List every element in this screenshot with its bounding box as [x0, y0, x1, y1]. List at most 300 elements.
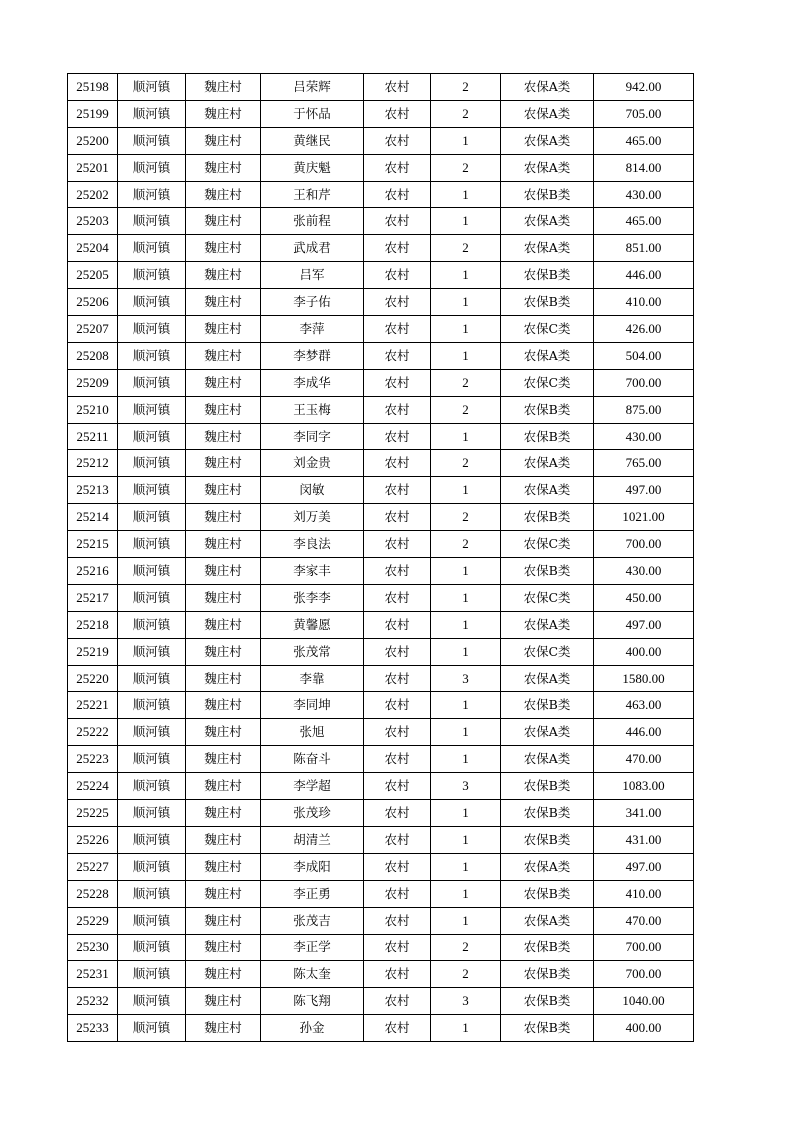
name-cell: 张李李 [261, 584, 364, 611]
type-cell: 农村 [364, 1015, 431, 1042]
type-cell: 农村 [364, 719, 431, 746]
category-cell: 农保B类 [501, 773, 594, 800]
count-cell: 2 [431, 100, 501, 127]
count-cell: 2 [431, 74, 501, 101]
type-cell: 农村 [364, 504, 431, 531]
name-cell: 于怀品 [261, 100, 364, 127]
type-cell: 农村 [364, 880, 431, 907]
type-cell: 农村 [364, 74, 431, 101]
amount-cell: 463.00 [594, 692, 694, 719]
type-cell: 农村 [364, 423, 431, 450]
table-row [68, 477, 694, 504]
name-cell: 张前程 [261, 208, 364, 235]
category-cell: 农保A类 [501, 74, 594, 101]
town-cell: 顺河镇 [118, 558, 186, 585]
village-cell: 魏庄村 [186, 369, 261, 396]
amount-cell: 497.00 [594, 853, 694, 880]
table-row [68, 423, 694, 450]
table-row [68, 611, 694, 638]
town-cell: 顺河镇 [118, 316, 186, 343]
category-cell: 农保B类 [501, 396, 594, 423]
name-cell: 孙金 [261, 1015, 364, 1042]
count-cell: 1 [431, 826, 501, 853]
name-cell: 李成华 [261, 369, 364, 396]
table-row [68, 154, 694, 181]
village-cell: 魏庄村 [186, 181, 261, 208]
village-cell: 魏庄村 [186, 316, 261, 343]
count-cell: 3 [431, 988, 501, 1015]
table-row [68, 934, 694, 961]
count-cell: 1 [431, 1015, 501, 1042]
id-cell: 25231 [68, 961, 118, 988]
village-cell: 魏庄村 [186, 907, 261, 934]
town-cell: 顺河镇 [118, 692, 186, 719]
category-cell: 农保B类 [501, 1015, 594, 1042]
town-cell: 顺河镇 [118, 531, 186, 558]
amount-cell: 430.00 [594, 423, 694, 450]
town-cell: 顺河镇 [118, 127, 186, 154]
table-row [68, 504, 694, 531]
category-cell: 农保A类 [501, 450, 594, 477]
count-cell: 1 [431, 800, 501, 827]
id-cell: 25202 [68, 181, 118, 208]
village-cell: 魏庄村 [186, 396, 261, 423]
table-row [68, 988, 694, 1015]
count-cell: 2 [431, 961, 501, 988]
type-cell: 农村 [364, 531, 431, 558]
type-cell: 农村 [364, 316, 431, 343]
amount-cell: 705.00 [594, 100, 694, 127]
town-cell: 顺河镇 [118, 423, 186, 450]
village-cell: 魏庄村 [186, 1015, 261, 1042]
type-cell: 农村 [364, 826, 431, 853]
amount-cell: 430.00 [594, 558, 694, 585]
town-cell: 顺河镇 [118, 853, 186, 880]
table-row [68, 665, 694, 692]
table-row [68, 584, 694, 611]
amount-cell: 814.00 [594, 154, 694, 181]
id-cell: 25199 [68, 100, 118, 127]
amount-cell: 1083.00 [594, 773, 694, 800]
village-cell: 魏庄村 [186, 719, 261, 746]
table-row [68, 74, 694, 101]
amount-cell: 1040.00 [594, 988, 694, 1015]
amount-cell: 765.00 [594, 450, 694, 477]
category-cell: 农保A类 [501, 127, 594, 154]
village-cell: 魏庄村 [186, 504, 261, 531]
amount-cell: 446.00 [594, 262, 694, 289]
name-cell: 张茂吉 [261, 907, 364, 934]
amount-cell: 1021.00 [594, 504, 694, 531]
town-cell: 顺河镇 [118, 369, 186, 396]
table-row [68, 181, 694, 208]
table-row [68, 800, 694, 827]
type-cell: 农村 [364, 369, 431, 396]
id-cell: 25224 [68, 773, 118, 800]
count-cell: 1 [431, 208, 501, 235]
village-cell: 魏庄村 [186, 611, 261, 638]
count-cell: 1 [431, 746, 501, 773]
category-cell: 农保B类 [501, 181, 594, 208]
table-row [68, 127, 694, 154]
id-cell: 25228 [68, 880, 118, 907]
village-cell: 魏庄村 [186, 665, 261, 692]
id-cell: 25219 [68, 638, 118, 665]
name-cell: 武成君 [261, 235, 364, 262]
village-cell: 魏庄村 [186, 638, 261, 665]
town-cell: 顺河镇 [118, 154, 186, 181]
town-cell: 顺河镇 [118, 262, 186, 289]
count-cell: 2 [431, 154, 501, 181]
count-cell: 2 [431, 369, 501, 396]
id-cell: 25204 [68, 235, 118, 262]
town-cell: 顺河镇 [118, 181, 186, 208]
table-row [68, 746, 694, 773]
name-cell: 胡清兰 [261, 826, 364, 853]
type-cell: 农村 [364, 611, 431, 638]
village-cell: 魏庄村 [186, 746, 261, 773]
category-cell: 农保B类 [501, 558, 594, 585]
name-cell: 李梦群 [261, 342, 364, 369]
id-cell: 25220 [68, 665, 118, 692]
name-cell: 李学超 [261, 773, 364, 800]
village-cell: 魏庄村 [186, 558, 261, 585]
count-cell: 2 [431, 531, 501, 558]
id-cell: 25205 [68, 262, 118, 289]
type-cell: 农村 [364, 100, 431, 127]
amount-cell: 465.00 [594, 208, 694, 235]
name-cell: 刘金贵 [261, 450, 364, 477]
table-row [68, 208, 694, 235]
count-cell: 1 [431, 611, 501, 638]
town-cell: 顺河镇 [118, 477, 186, 504]
id-cell: 25206 [68, 289, 118, 316]
type-cell: 农村 [364, 800, 431, 827]
town-cell: 顺河镇 [118, 584, 186, 611]
count-cell: 1 [431, 289, 501, 316]
category-cell: 农保B类 [501, 800, 594, 827]
town-cell: 顺河镇 [118, 74, 186, 101]
name-cell: 李正勇 [261, 880, 364, 907]
amount-cell: 875.00 [594, 396, 694, 423]
id-cell: 25201 [68, 154, 118, 181]
amount-cell: 470.00 [594, 907, 694, 934]
type-cell: 农村 [364, 961, 431, 988]
table-row [68, 289, 694, 316]
category-cell: 农保B类 [501, 961, 594, 988]
town-cell: 顺河镇 [118, 396, 186, 423]
town-cell: 顺河镇 [118, 638, 186, 665]
type-cell: 农村 [364, 853, 431, 880]
town-cell: 顺河镇 [118, 504, 186, 531]
category-cell: 农保C类 [501, 316, 594, 343]
count-cell: 1 [431, 262, 501, 289]
category-cell: 农保A类 [501, 477, 594, 504]
name-cell: 刘万美 [261, 504, 364, 531]
count-cell: 2 [431, 235, 501, 262]
count-cell: 1 [431, 638, 501, 665]
type-cell: 农村 [364, 773, 431, 800]
count-cell: 1 [431, 880, 501, 907]
id-cell: 25230 [68, 934, 118, 961]
amount-cell: 410.00 [594, 289, 694, 316]
type-cell: 农村 [364, 342, 431, 369]
id-cell: 25210 [68, 396, 118, 423]
id-cell: 25232 [68, 988, 118, 1015]
village-cell: 魏庄村 [186, 826, 261, 853]
amount-cell: 470.00 [594, 746, 694, 773]
category-cell: 农保A类 [501, 235, 594, 262]
count-cell: 2 [431, 396, 501, 423]
table-row [68, 262, 694, 289]
amount-cell: 426.00 [594, 316, 694, 343]
type-cell: 农村 [364, 262, 431, 289]
type-cell: 农村 [364, 638, 431, 665]
town-cell: 顺河镇 [118, 208, 186, 235]
type-cell: 农村 [364, 450, 431, 477]
name-cell: 陈飞翔 [261, 988, 364, 1015]
town-cell: 顺河镇 [118, 961, 186, 988]
name-cell: 张茂珍 [261, 800, 364, 827]
category-cell: 农保B类 [501, 988, 594, 1015]
type-cell: 农村 [364, 127, 431, 154]
category-cell: 农保B类 [501, 826, 594, 853]
table-row [68, 880, 694, 907]
type-cell: 农村 [364, 154, 431, 181]
town-cell: 顺河镇 [118, 988, 186, 1015]
amount-cell: 497.00 [594, 611, 694, 638]
category-cell: 农保A类 [501, 719, 594, 746]
name-cell: 黄馨愿 [261, 611, 364, 638]
id-cell: 25198 [68, 74, 118, 101]
village-cell: 魏庄村 [186, 773, 261, 800]
category-cell: 农保B类 [501, 692, 594, 719]
town-cell: 顺河镇 [118, 665, 186, 692]
name-cell: 张旭 [261, 719, 364, 746]
category-cell: 农保A类 [501, 100, 594, 127]
village-cell: 魏庄村 [186, 880, 261, 907]
count-cell: 1 [431, 558, 501, 585]
table-row [68, 1015, 694, 1042]
name-cell: 张茂常 [261, 638, 364, 665]
table-row [68, 100, 694, 127]
name-cell: 李家丰 [261, 558, 364, 585]
amount-cell: 1580.00 [594, 665, 694, 692]
village-cell: 魏庄村 [186, 584, 261, 611]
table-row [68, 342, 694, 369]
amount-cell: 700.00 [594, 934, 694, 961]
amount-cell: 431.00 [594, 826, 694, 853]
id-cell: 25218 [68, 611, 118, 638]
village-cell: 魏庄村 [186, 531, 261, 558]
count-cell: 1 [431, 584, 501, 611]
id-cell: 25229 [68, 907, 118, 934]
village-cell: 魏庄村 [186, 100, 261, 127]
count-cell: 1 [431, 181, 501, 208]
amount-cell: 430.00 [594, 181, 694, 208]
amount-cell: 450.00 [594, 584, 694, 611]
id-cell: 25225 [68, 800, 118, 827]
village-cell: 魏庄村 [186, 289, 261, 316]
name-cell: 王玉梅 [261, 396, 364, 423]
town-cell: 顺河镇 [118, 800, 186, 827]
id-cell: 25217 [68, 584, 118, 611]
name-cell: 闵敏 [261, 477, 364, 504]
type-cell: 农村 [364, 477, 431, 504]
type-cell: 农村 [364, 181, 431, 208]
category-cell: 农保A类 [501, 208, 594, 235]
count-cell: 1 [431, 853, 501, 880]
village-cell: 魏庄村 [186, 74, 261, 101]
type-cell: 农村 [364, 584, 431, 611]
count-cell: 2 [431, 450, 501, 477]
id-cell: 25209 [68, 369, 118, 396]
amount-cell: 446.00 [594, 719, 694, 746]
id-cell: 25212 [68, 450, 118, 477]
name-cell: 李正学 [261, 934, 364, 961]
category-cell: 农保C类 [501, 369, 594, 396]
table-row [68, 369, 694, 396]
name-cell: 吕军 [261, 262, 364, 289]
id-cell: 25211 [68, 423, 118, 450]
category-cell: 农保A类 [501, 154, 594, 181]
type-cell: 农村 [364, 235, 431, 262]
count-cell: 1 [431, 692, 501, 719]
id-cell: 25226 [68, 826, 118, 853]
table-row [68, 531, 694, 558]
table-row [68, 450, 694, 477]
amount-cell: 341.00 [594, 800, 694, 827]
village-cell: 魏庄村 [186, 477, 261, 504]
name-cell: 李子佑 [261, 289, 364, 316]
amount-cell: 400.00 [594, 638, 694, 665]
count-cell: 3 [431, 665, 501, 692]
count-cell: 1 [431, 127, 501, 154]
count-cell: 1 [431, 316, 501, 343]
count-cell: 2 [431, 504, 501, 531]
id-cell: 25227 [68, 853, 118, 880]
table-row [68, 853, 694, 880]
id-cell: 25221 [68, 692, 118, 719]
amount-cell: 700.00 [594, 531, 694, 558]
count-cell: 1 [431, 719, 501, 746]
name-cell: 黄庆魁 [261, 154, 364, 181]
category-cell: 农保B类 [501, 289, 594, 316]
name-cell: 黄继民 [261, 127, 364, 154]
name-cell: 李靠 [261, 665, 364, 692]
town-cell: 顺河镇 [118, 1015, 186, 1042]
category-cell: 农保A类 [501, 907, 594, 934]
town-cell: 顺河镇 [118, 342, 186, 369]
amount-cell: 700.00 [594, 369, 694, 396]
name-cell: 李良法 [261, 531, 364, 558]
village-cell: 魏庄村 [186, 235, 261, 262]
name-cell: 李成阳 [261, 853, 364, 880]
village-cell: 魏庄村 [186, 154, 261, 181]
village-cell: 魏庄村 [186, 342, 261, 369]
village-cell: 魏庄村 [186, 127, 261, 154]
id-cell: 25203 [68, 208, 118, 235]
type-cell: 农村 [364, 988, 431, 1015]
type-cell: 农村 [364, 665, 431, 692]
id-cell: 25216 [68, 558, 118, 585]
name-cell: 王和芹 [261, 181, 364, 208]
table-row [68, 773, 694, 800]
type-cell: 农村 [364, 396, 431, 423]
table-row [68, 826, 694, 853]
type-cell: 农村 [364, 558, 431, 585]
category-cell: 农保B类 [501, 880, 594, 907]
amount-cell: 504.00 [594, 342, 694, 369]
table-row [68, 558, 694, 585]
amount-cell: 497.00 [594, 477, 694, 504]
name-cell: 陈太奎 [261, 961, 364, 988]
amount-cell: 465.00 [594, 127, 694, 154]
type-cell: 农村 [364, 208, 431, 235]
table-row [68, 907, 694, 934]
id-cell: 25213 [68, 477, 118, 504]
name-cell: 李同坤 [261, 692, 364, 719]
amount-cell: 942.00 [594, 74, 694, 101]
town-cell: 顺河镇 [118, 100, 186, 127]
count-cell: 3 [431, 773, 501, 800]
count-cell: 1 [431, 423, 501, 450]
count-cell: 2 [431, 934, 501, 961]
amount-cell: 700.00 [594, 961, 694, 988]
type-cell: 农村 [364, 692, 431, 719]
category-cell: 农保C类 [501, 584, 594, 611]
category-cell: 农保A类 [501, 611, 594, 638]
amount-cell: 410.00 [594, 880, 694, 907]
table-row [68, 638, 694, 665]
village-cell: 魏庄村 [186, 934, 261, 961]
count-cell: 1 [431, 907, 501, 934]
category-cell: 农保B类 [501, 423, 594, 450]
type-cell: 农村 [364, 907, 431, 934]
table-row [68, 316, 694, 343]
village-cell: 魏庄村 [186, 423, 261, 450]
village-cell: 魏庄村 [186, 988, 261, 1015]
table-row [68, 692, 694, 719]
town-cell: 顺河镇 [118, 289, 186, 316]
data-table [67, 73, 694, 1042]
town-cell: 顺河镇 [118, 907, 186, 934]
category-cell: 农保B类 [501, 504, 594, 531]
id-cell: 25215 [68, 531, 118, 558]
town-cell: 顺河镇 [118, 934, 186, 961]
town-cell: 顺河镇 [118, 450, 186, 477]
category-cell: 农保A类 [501, 746, 594, 773]
table-body [68, 74, 694, 1042]
count-cell: 1 [431, 342, 501, 369]
id-cell: 25200 [68, 127, 118, 154]
id-cell: 25223 [68, 746, 118, 773]
amount-cell: 851.00 [594, 235, 694, 262]
category-cell: 农保C类 [501, 531, 594, 558]
category-cell: 农保A类 [501, 342, 594, 369]
type-cell: 农村 [364, 746, 431, 773]
category-cell: 农保C类 [501, 638, 594, 665]
type-cell: 农村 [364, 934, 431, 961]
name-cell: 吕荣辉 [261, 74, 364, 101]
name-cell: 李萍 [261, 316, 364, 343]
village-cell: 魏庄村 [186, 450, 261, 477]
town-cell: 顺河镇 [118, 235, 186, 262]
town-cell: 顺河镇 [118, 611, 186, 638]
id-cell: 25214 [68, 504, 118, 531]
village-cell: 魏庄村 [186, 262, 261, 289]
id-cell: 25208 [68, 342, 118, 369]
